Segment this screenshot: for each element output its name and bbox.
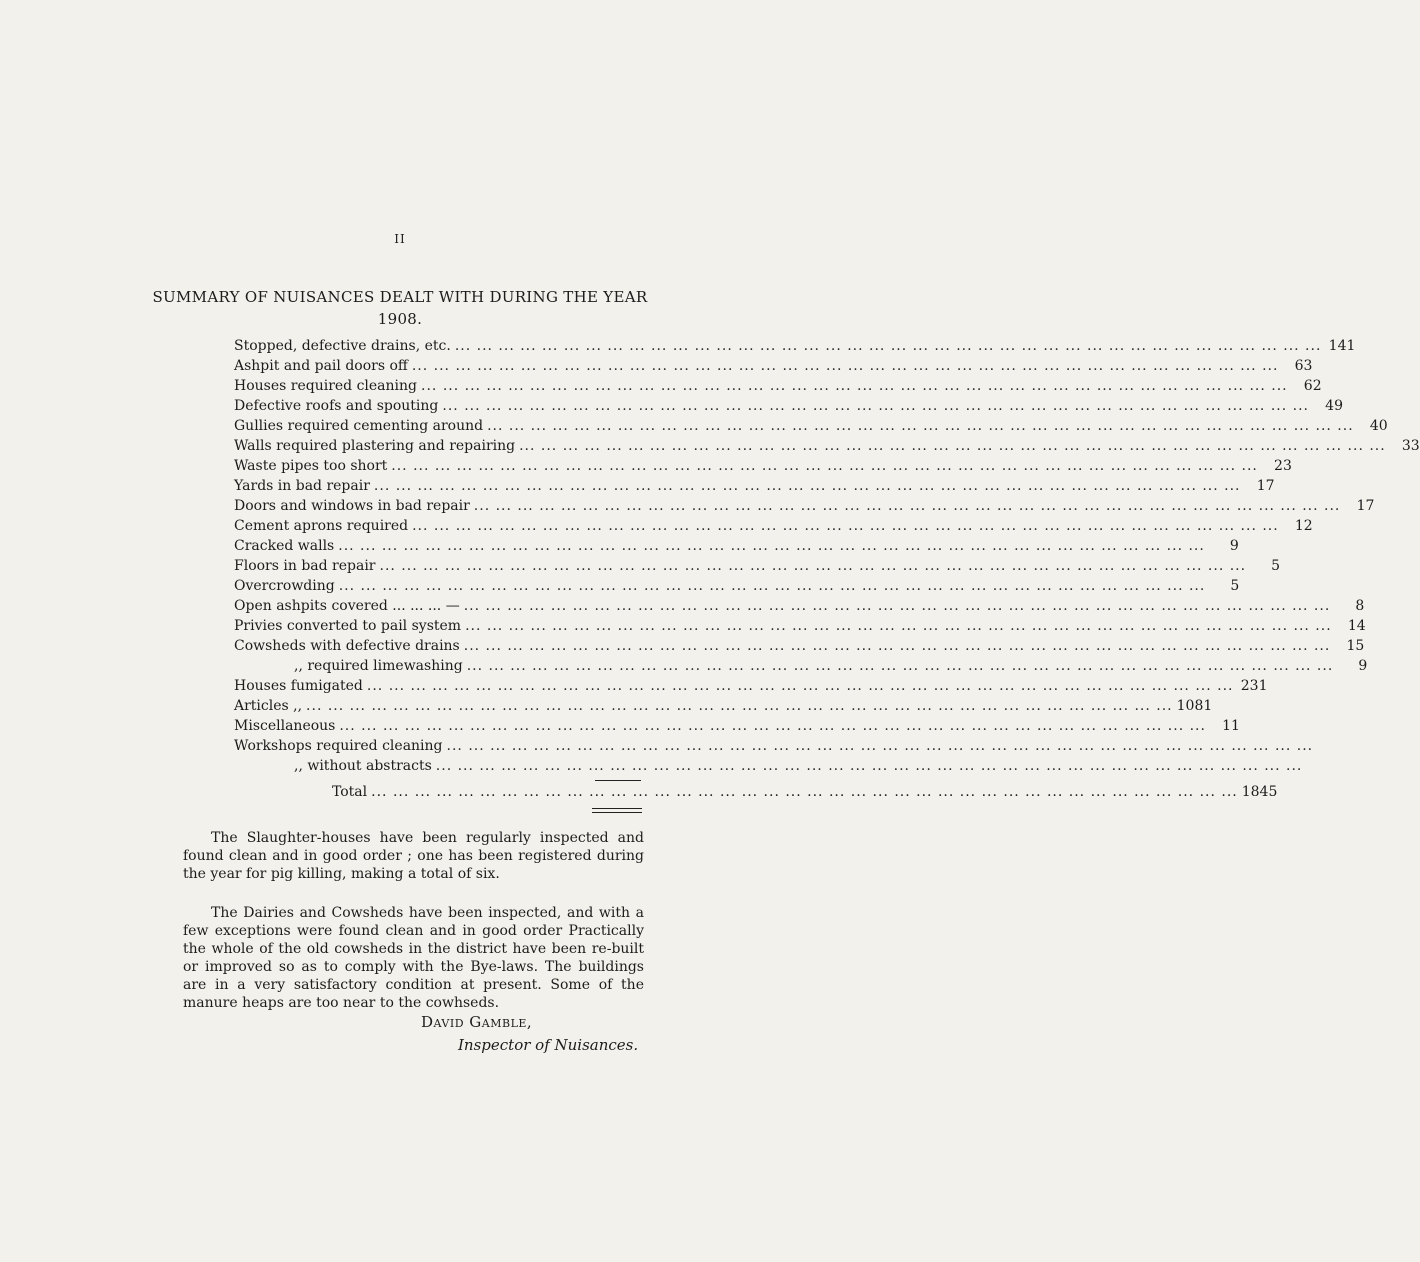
item-label: Ashpit and pail doors off bbox=[234, 358, 408, 374]
item-label: Cracked walls bbox=[234, 538, 335, 554]
signature-name: David Gamble, bbox=[421, 1013, 533, 1031]
signature-title: Inspector of Nuisances. bbox=[458, 1036, 639, 1054]
item-value: 33 bbox=[1401, 438, 1420, 454]
item-value: 14 bbox=[1347, 618, 1366, 634]
leader-dots: ... ... ... ... ... ... ... ... ... ... ... ... ... ... ... ... ... ... ... ... ... ... ... ... ... ... ... ... ... ... ... ... ... ... ... ... ... ... ... ... bbox=[338, 578, 1206, 594]
item-value: 63 bbox=[1294, 358, 1313, 374]
total-rule bbox=[595, 780, 641, 781]
leader-dots: ... ... ... ... ... ... ... ... ... ... ... ... ... ... ... ... ... ... ... ... ... ... ... ... ... ... ... ... ... ... ... ... ... ... ... ... ... ... ... ... bbox=[465, 618, 1332, 634]
item-value: 231 bbox=[1240, 678, 1268, 694]
list-item bbox=[234, 458, 1292, 478]
nuisance-list bbox=[234, 338, 1420, 778]
item-label: Waste pipes too short bbox=[234, 458, 388, 474]
item-value: 9 bbox=[1229, 538, 1239, 554]
leader-dots: ... ... ... ... ... ... ... ... ... ... ... ... ... ... ... ... ... ... ... ... ... ... ... ... ... ... ... ... ... ... ... ... ... ... ... ... ... ... ... ... bbox=[466, 658, 1334, 674]
list-item bbox=[234, 718, 1240, 738]
item-label: Overcrowding bbox=[234, 578, 335, 594]
leader-dots: ... ... ... ... ... ... ... ... ... ... ... ... ... ... ... ... ... ... ... ... ... ... ... ... ... ... ... ... ... ... ... ... ... ... ... ... ... ... ... ... bbox=[391, 458, 1258, 474]
leader-dots: ... ... ... ... ... ... ... ... ... ... ... ... ... ... ... ... ... ... ... ... ... ... ... ... ... ... ... ... ... ... ... ... ... ... ... ... ... ... ... ... bbox=[463, 598, 1331, 614]
list-item bbox=[234, 758, 1303, 778]
list-item bbox=[234, 338, 1356, 358]
list-item bbox=[234, 538, 1239, 558]
leader-dots: ... ... ... ... ... ... ... ... ... ... ... ... ... ... ... ... ... ... ... ... ... ... ... ... ... ... ... ... ... ... ... ... ... ... ... ... ... ... ... ... bbox=[454, 338, 1322, 354]
list-item bbox=[234, 678, 1268, 698]
item-value: 1081 bbox=[1176, 698, 1213, 714]
item-value: 17 bbox=[1256, 478, 1275, 494]
leader-dots: ... ... ... ... ... ... ... ... ... ... ... ... ... ... ... ... ... ... ... ... ... ... ... ... ... ... ... ... ... ... ... ... ... ... ... ... ... ... ... ... bbox=[338, 538, 1205, 554]
list-item bbox=[234, 418, 1388, 438]
item-label: Workshops required cleaning bbox=[234, 738, 443, 754]
list-item bbox=[234, 518, 1313, 538]
leader-dots: ... ... ... ... ... ... ... ... ... ... ... ... ... ... ... ... ... ... ... ... ... ... ... ... ... ... ... ... ... ... ... ... ... ... ... ... ... ... ... ... bbox=[411, 358, 1279, 374]
total-value: 1845 bbox=[1241, 784, 1278, 800]
item-label: Articles ,, bbox=[234, 698, 303, 714]
item-label: Open ashpits covered ... ... ... — bbox=[234, 598, 460, 614]
list-item bbox=[234, 638, 1365, 658]
leader-dots: ... ... ... ... ... ... ... ... ... ... ... ... ... ... ... ... ... ... ... ... ... ... ... ... ... ... ... ... ... ... ... ... ... ... ... ... ... ... ... ... bbox=[519, 438, 1386, 454]
leader-dots: ... ... ... ... ... ... ... ... ... ... ... ... ... ... ... ... ... ... ... ... ... ... ... ... ... ... ... ... ... ... ... ... ... ... ... ... ... ... ... ... bbox=[487, 418, 1354, 434]
item-label: Doors and windows in bad repair bbox=[234, 498, 470, 514]
item-label: Miscellaneous bbox=[234, 718, 336, 734]
list-item bbox=[234, 658, 1368, 678]
leader-dots: ... ... ... ... ... ... ... ... ... ... ... ... ... ... ... ... ... ... ... ... ... ... ... ... ... ... ... ... ... ... ... ... ... ... ... ... ... ... ... ... bbox=[473, 498, 1341, 514]
list-item bbox=[234, 698, 1213, 718]
leader-dots: ... ... ... ... ... ... ... ... ... ... ... ... ... ... ... ... ... ... ... ... ... ... ... ... ... ... ... ... ... ... ... ... ... ... ... ... ... ... ... ... bbox=[379, 558, 1247, 574]
item-value: 17 bbox=[1356, 498, 1375, 514]
leader-dots: ... ... ... ... ... ... ... ... ... ... ... ... ... ... ... ... ... ... ... ... ... ... ... ... ... ... ... ... ... ... ... ... ... ... ... ... ... ... ... ... bbox=[412, 518, 1279, 534]
list-item bbox=[234, 738, 1314, 758]
summary-title: SUMMARY OF NUISANCES DEALT WITH DURING THE YEAR 1908. bbox=[152, 288, 648, 328]
item-label: Cowsheds with defective drains bbox=[234, 638, 460, 654]
leader-dots: ... ... ... ... ... ... ... ... ... ... ... ... ... ... ... ... ... ... ... ... ... ... ... ... ... ... ... ... ... ... ... ... ... ... ... ... ... ... ... ... bbox=[442, 398, 1309, 414]
item-label: ,, required limewashing bbox=[294, 658, 463, 674]
item-label: ,, without abstracts bbox=[294, 758, 432, 774]
item-value: 40 bbox=[1369, 418, 1388, 434]
item-label: Houses fumigated bbox=[234, 678, 363, 694]
item-label: Defective roofs and spouting bbox=[234, 398, 439, 414]
leader-dots: ... ... ... ... ... ... ... ... ... ... ... ... ... ... ... ... ... ... ... ... ... ... ... ... ... ... ... ... ... ... ... ... ... ... ... ... ... ... ... ... bbox=[366, 678, 1234, 694]
total-row bbox=[332, 784, 1278, 800]
item-value: 11 bbox=[1222, 718, 1240, 734]
slaughter-houses-paragraph: The Slaughter-houses have been regularly inspected and found clean and in good order ; one has been registered during the year for pig killing, making a total of six. bbox=[183, 830, 644, 882]
item-value: 12 bbox=[1294, 518, 1313, 534]
item-label: Yards in bad repair bbox=[234, 478, 370, 494]
item-label: Walls required plastering and repairing bbox=[234, 438, 516, 454]
list-item bbox=[234, 578, 1240, 598]
item-label: Floors in bad repair bbox=[234, 558, 376, 574]
list-item bbox=[234, 398, 1343, 418]
item-value: 15 bbox=[1346, 638, 1365, 654]
leader-dots: ... ... ... ... ... ... ... ... ... ... ... ... ... ... ... ... ... ... ... ... ... ... ... ... ... ... ... ... ... ... ... ... ... ... ... ... ... ... ... ... bbox=[339, 718, 1206, 734]
item-label: Stopped, defective drains, etc. bbox=[234, 338, 451, 354]
list-item bbox=[234, 558, 1281, 578]
list-item bbox=[234, 478, 1275, 498]
total-label: Total bbox=[332, 784, 368, 800]
item-label: Cement aprons required bbox=[234, 518, 409, 534]
leader-dots: ... ... ... ... ... ... ... ... ... ... ... ... ... ... ... ... ... ... ... ... ... ... ... ... ... ... ... ... ... ... ... ... ... ... ... ... ... ... ... ... bbox=[421, 378, 1288, 394]
item-value: 23 bbox=[1274, 458, 1292, 474]
list-item bbox=[234, 498, 1375, 518]
item-label: Privies converted to pail system bbox=[234, 618, 462, 634]
leader-dots: ... ... ... ... ... ... ... ... ... ... ... ... ... ... ... ... ... ... ... ... ... ... ... ... ... ... ... ... ... ... ... ... ... ... ... ... ... ... ... ... bbox=[435, 758, 1303, 774]
leader-dots: ... ... ... ... ... ... ... ... ... ... ... ... ... ... ... ... ... ... ... ... ... ... ... ... ... ... ... ... ... ... ... ... ... ... ... ... ... ... ... ... bbox=[373, 478, 1241, 494]
total-double-rule bbox=[592, 808, 642, 813]
item-value: 8 bbox=[1355, 598, 1365, 614]
item-value: 5 bbox=[1271, 558, 1281, 574]
item-value: 49 bbox=[1325, 398, 1343, 414]
dairies-paragraph: The Dairies and Cowsheds have been inspected, and with a few exceptions were found clean and in good order Practically the whole of the old cowsheds in the district have been re-built or improved so as to comply with the Bye-laws. The buildings are in a very satisfactory condition at present. Some of the manure heaps are too near to the cowhseds. bbox=[183, 905, 644, 1011]
leader-dots: ... ... ... ... ... ... ... ... ... ... ... ... ... ... ... ... ... ... ... ... ... ... ... ... ... ... ... ... ... ... ... ... ... ... ... ... ... ... ... ... bbox=[371, 784, 1238, 800]
item-label: Gullies required cementing around bbox=[234, 418, 484, 434]
leader-dots: ... ... ... ... ... ... ... ... ... ... ... ... ... ... ... ... ... ... ... ... ... ... ... ... ... ... ... ... ... ... ... ... ... ... ... ... ... ... ... ... bbox=[306, 698, 1173, 714]
leader-dots: ... ... ... ... ... ... ... ... ... ... ... ... ... ... ... ... ... ... ... ... ... ... ... ... ... ... ... ... ... ... ... ... ... ... ... ... ... ... ... ... bbox=[463, 638, 1331, 654]
list-item bbox=[234, 438, 1420, 458]
item-value: 141 bbox=[1328, 338, 1356, 354]
list-item bbox=[234, 378, 1322, 398]
item-value: 9 bbox=[1358, 658, 1368, 674]
item-value: 5 bbox=[1230, 578, 1240, 594]
list-item bbox=[234, 618, 1366, 638]
list-item bbox=[234, 598, 1365, 618]
item-value: 62 bbox=[1303, 378, 1322, 394]
item-label: Houses required cleaning bbox=[234, 378, 418, 394]
page-number: II bbox=[394, 232, 406, 246]
leader-dots: ... ... ... ... ... ... ... ... ... ... ... ... ... ... ... ... ... ... ... ... ... ... ... ... ... ... ... ... ... ... ... ... ... ... ... ... ... ... ... ... bbox=[446, 738, 1314, 754]
list-item bbox=[234, 358, 1313, 378]
